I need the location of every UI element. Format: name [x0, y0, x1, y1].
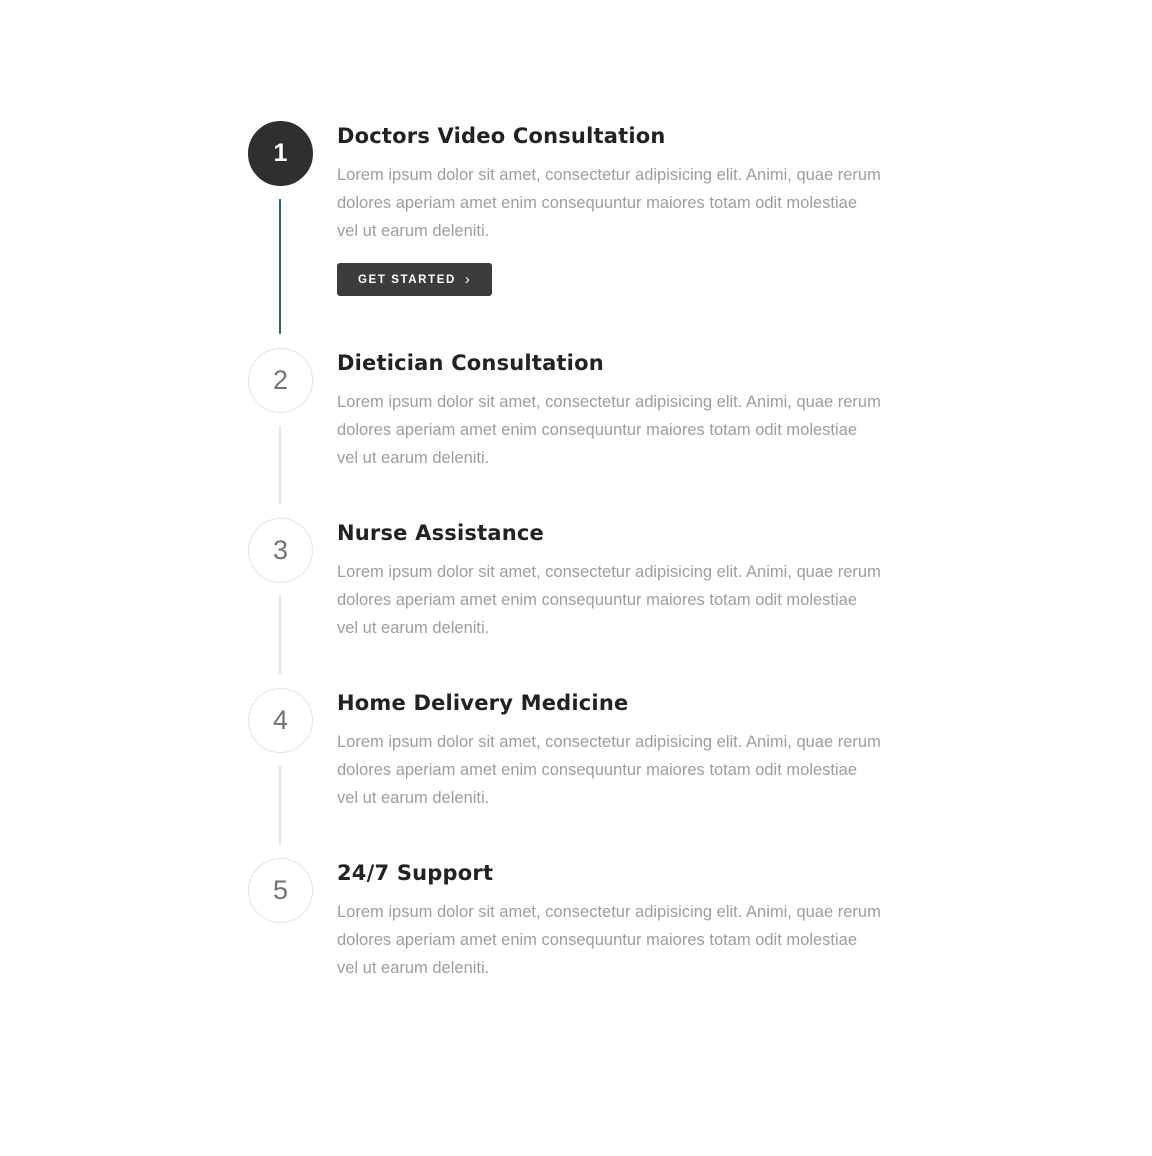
step-number-badge — [248, 858, 313, 923]
step-title: Nurse Assistance — [337, 521, 544, 545]
step-number: 2 — [272, 365, 289, 395]
step-content — [337, 688, 881, 812]
description-line: dolores aperiam amet enim consequuntur maiores totam odit molestiae — [337, 931, 858, 949]
step-number: 4 — [272, 705, 289, 735]
step-24-7-support — [248, 858, 948, 982]
step-number-badge — [248, 121, 313, 186]
connector-line — [279, 596, 281, 674]
step-title: Dietician Consultation — [337, 351, 604, 375]
description-line: dolores aperiam amet enim consequuntur maiores totam odit molestiae — [337, 194, 858, 212]
description-line: vel ut earum deleniti. — [337, 789, 490, 807]
description-line: dolores aperiam amet enim consequuntur maiores totam odit molestiae — [337, 761, 858, 779]
step-number-badge — [248, 348, 313, 413]
description-line: Lorem ipsum dolor sit amet, consectetur adipisicing elit. Animi, quae rerum — [337, 903, 881, 921]
step-description — [337, 161, 881, 245]
step-content — [337, 121, 881, 296]
services-steps-timeline — [248, 121, 948, 982]
step-nurse-assistance — [248, 518, 948, 688]
description-line: Lorem ipsum dolor sit amet, consectetur adipisicing elit. Animi, quae rerum — [337, 563, 881, 581]
step-number-badge — [248, 688, 313, 753]
description-line: dolores aperiam amet enim consequuntur maiores totam odit molestiae — [337, 591, 858, 609]
connector-line-active — [279, 199, 281, 334]
description-line: vel ut earum deleniti. — [337, 619, 490, 637]
step-description — [337, 728, 881, 812]
description-line: dolores aperiam amet enim consequuntur maiores totam odit molestiae — [337, 421, 858, 439]
get-started-button[interactable] — [337, 263, 492, 296]
step-number-badge — [248, 518, 313, 583]
step-content — [337, 518, 881, 642]
step-home-delivery-medicine — [248, 688, 948, 858]
step-content — [337, 348, 881, 472]
description-line: vel ut earum deleniti. — [337, 222, 490, 240]
step-title: Home Delivery Medicine — [337, 691, 629, 715]
step-description — [337, 558, 881, 642]
description-line: Lorem ipsum dolor sit amet, consectetur adipisicing elit. Animi, quae rerum — [337, 393, 881, 411]
step-number: 1 — [273, 139, 288, 167]
step-dietician-consultation — [248, 348, 948, 518]
step-content — [337, 858, 881, 982]
step-number: 3 — [272, 535, 289, 565]
description-line: vel ut earum deleniti. — [337, 449, 490, 467]
description-line: vel ut earum deleniti. — [337, 959, 490, 977]
step-doctors-video-consultation — [248, 121, 948, 348]
description-line: Lorem ipsum dolor sit amet, consectetur adipisicing elit. Animi, quae rerum — [337, 733, 881, 751]
connector-line — [279, 426, 281, 504]
step-title: Doctors Video Consultation — [337, 124, 666, 148]
description-line: Lorem ipsum dolor sit amet, consectetur adipisicing elit. Animi, quae rerum — [337, 166, 881, 184]
step-description — [337, 388, 881, 472]
step-description — [337, 898, 881, 982]
chevron-right-icon: › — [464, 270, 472, 288]
step-number: 5 — [272, 875, 289, 905]
connector-line — [279, 766, 281, 844]
step-title: 24/7 Support — [337, 861, 494, 885]
get-started-label: GET STARTED — [358, 274, 456, 286]
